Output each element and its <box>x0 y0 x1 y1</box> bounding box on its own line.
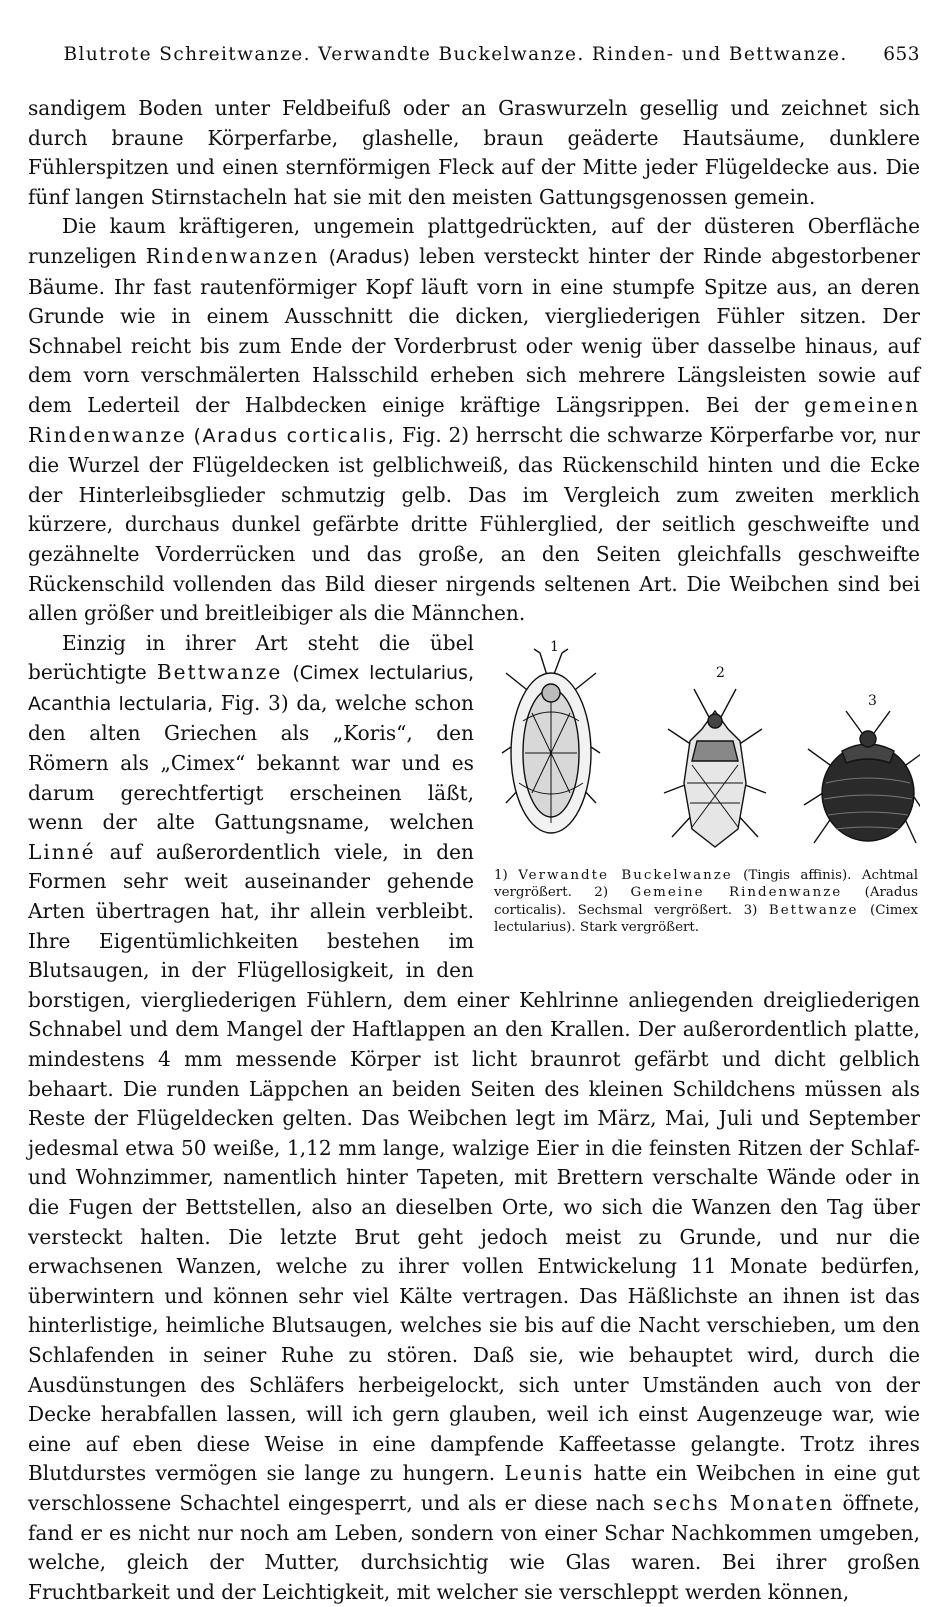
latin-aradus-corticalis: (Aradus corticalis, <box>193 424 396 447</box>
figure-bugs <box>492 633 920 959</box>
term-bettwanze: Bettwanze <box>156 660 283 685</box>
caption-2-detail: (Aradus corticalis). Sechsmal vergrößert. <box>494 885 918 918</box>
paragraph-2 <box>28 212 920 628</box>
caption-1-detail: (Tingis affinis). Achtmal vergrößert. <box>494 867 919 901</box>
name-linne: Linné <box>28 839 96 864</box>
cimex-illustration <box>804 693 920 843</box>
latin-aradus: (Aradus) <box>328 245 410 268</box>
name-leunis: Leunis <box>504 1461 585 1486</box>
term-sechs-monaten: sechs Monaten <box>652 1490 835 1515</box>
tingis-illustration <box>502 639 600 833</box>
caption-2-num: 2) <box>594 885 609 901</box>
p3-text-f: auf außerordentlich viele, in den Formen sehr weit auseinander gehende Arten übertragen hat, ihr allein verbleibt. Ihre Eigentümlichkeiten bestehen im Blutsaugen, in der Flügellosigkeit, in den borstigen, viergliederigen Fühlern, dem einer Kehlrinne anliegenden dreigliederigen Schnabel und dem Mangel der Haftlappen an den Krallen. Der außerordentlich platte, mindestens 4 mm messende Körper ist licht braunrot gefärbt und dicht gelblich behaart. Die runden Läppchen an beiden Seiten des kleinen Schildchens müssen als Reste der Flügeldecken gelten. Das Weibchen legt im März, Mai, Juli und September jedesmal etwa 50 weiße, 1,12 mm lange, walzige Eier in die feinsten Ritzen der Schlaf- und Wohnzimmer, namentlich hinter Tapeten, mit Brettern verschalte Wände oder in die Fugen der Bettstellen, also an dieselben Orte, wo sich die Wanzen den Tag über versteckt halten. Die letzte Brut geht jedoch meist zu Grunde, und nur die erwachsenen Wanzen, welche zu ihrer vollen Entwickelung 11 Monate bedürfen, überwintern und können sehr viel Kälte vertragen. Das Häßlichste an ihnen ist das hinterlistige, heimliche Blutsaugen, welches sie bis auf die Nacht verschieben, um den Schlafenden in seiner Ruhe zu stören. Daß sie, wie behauptet wird, durch die Ausdünstungen des Schläfers herbeigelockt, sich unter Umständen auch von der Decke herabfallen lassen, will ich gern glauben, weil ich einst Augenzeuge war, wie eine auf eben diese Weise in eine dampfende Kaffeetasse gelangte. Trotz ihres Blutdurstes vermögen sie lange zu hungern. <box>28 839 920 1486</box>
running-header <box>28 44 920 80</box>
caption-1-num: 1) <box>494 867 508 883</box>
aradus-illustration <box>664 665 766 847</box>
caption-2-name: Gemeine Rindenwanze <box>630 885 843 901</box>
fig-label-2: 2 <box>716 664 725 681</box>
p2-text-a: Die kaum kräftigeren, ungemein plattgedrückten, auf der düsteren Oberfläche runzeligen <box>28 214 920 268</box>
term-rindenwanzen: Rindenwanzen <box>145 243 320 268</box>
caption-3-num: 3) <box>743 902 758 918</box>
caption-3-detail: (Cimex lectularius). Stark vergrößert. <box>494 902 918 936</box>
p3-text-j: öffnete, fand er es nicht nur noch am Leben, sondern von einer Schar Nachkommen umgeben, welche, gleich der Mutter, durchsichtig wie Glas waren. Bei ihrer großen Fruchtbarkeit und der Leichtigkeit, mit welcher sie verschleppt werden können, <box>28 1490 920 1604</box>
p2-text-d: leben versteckt hinter der Rinde abgestorbener Bäume. Ihr fast rautenförmiger Kopf läuft vorn in eine stumpfe Spitze aus, an deren Grunde wie in einem Ausschnitt die dicken, viergliederigen Fühler sitzen. Der Schnabel reicht bis zum Ende der Vorderbrust oder wenig über dasselbe hinaus, auf dem vorn verschmälerten Halsschild erheben sich mehrere Längsleisten sowie auf dem Lederteil der Halbdecken einige kräftige Längsrippen. Bei der <box>28 243 921 417</box>
fig-label-3: 3 <box>868 692 877 709</box>
fig-label-1: 1 <box>550 638 559 655</box>
figure-caption <box>492 867 920 937</box>
p2-text-g: Fig. 2) herrscht die schwarze Körperfarbe vor, nur die Wurzel der Flügeldecken ist gelblichweiß, das Rückenschild hinten und die Ecke der Hinterleibsglieder schmutzig gelb. Das im Vergleich zum zweiten merklich kürzere, durchaus dunkel gefärbte dritte Fühlerglied, der seitlich geschweifte und gezähnelte Vorderrücken und das große, an den Seiten gleichfalls geschweifte Rückenschild vollenden das Bild dieser nirgends seltenen Art. Die Weibchen sind bei allen größer und breitleibiger als die Männchen. <box>28 422 921 626</box>
page-number: 653 <box>883 44 920 65</box>
p3-text-d: Fig. 3) da, welche schon den alten Griechen als „Koris“, den Römern als „Cimex“ bekannt war und es darum gerechtfertigt erscheinen läßt, wenn der alte Gattungsname, welchen <box>28 690 475 835</box>
paragraph-1-text: sandigem Boden unter Feldbeifuß oder an Graswurzeln gesellig und zeichnet sich durch braune Körperfarbe, glashelle, braun geäderte Hautsäume, dunklere Fühlerspitzen und einen sternförmigen Fleck auf der Mitte jeder Flügeldecke aus. Die fünf langen Stirnstacheln hat sie mit den meisten Gattungsgenossen gemein. <box>28 96 920 209</box>
caption-1-name: Verwandte Buckelwanze <box>518 867 733 883</box>
caption-3-name: Bettwanze <box>768 902 859 918</box>
figure-illustration <box>492 633 920 865</box>
header-title: Blutrote Schreitwanze. Verwandte Buckelwanze. Rinden- und Bettwanze. <box>63 44 848 65</box>
term-gemeine-rindenwanze: gemeinen Rindenwanze <box>28 392 921 447</box>
p3-text-h: hatte ein Weibchen in eine gut verschlossene Schachtel eingesperrt, und als er diese nach <box>28 1461 921 1515</box>
latin-cimex: (Cimex lectularius, Acanthia lectularia, <box>28 662 474 715</box>
paragraph-1 <box>28 94 920 212</box>
p3-text-a: Einzig in ihrer Art steht die übel berüchtigte <box>28 630 474 685</box>
body-text <box>28 94 920 1607</box>
